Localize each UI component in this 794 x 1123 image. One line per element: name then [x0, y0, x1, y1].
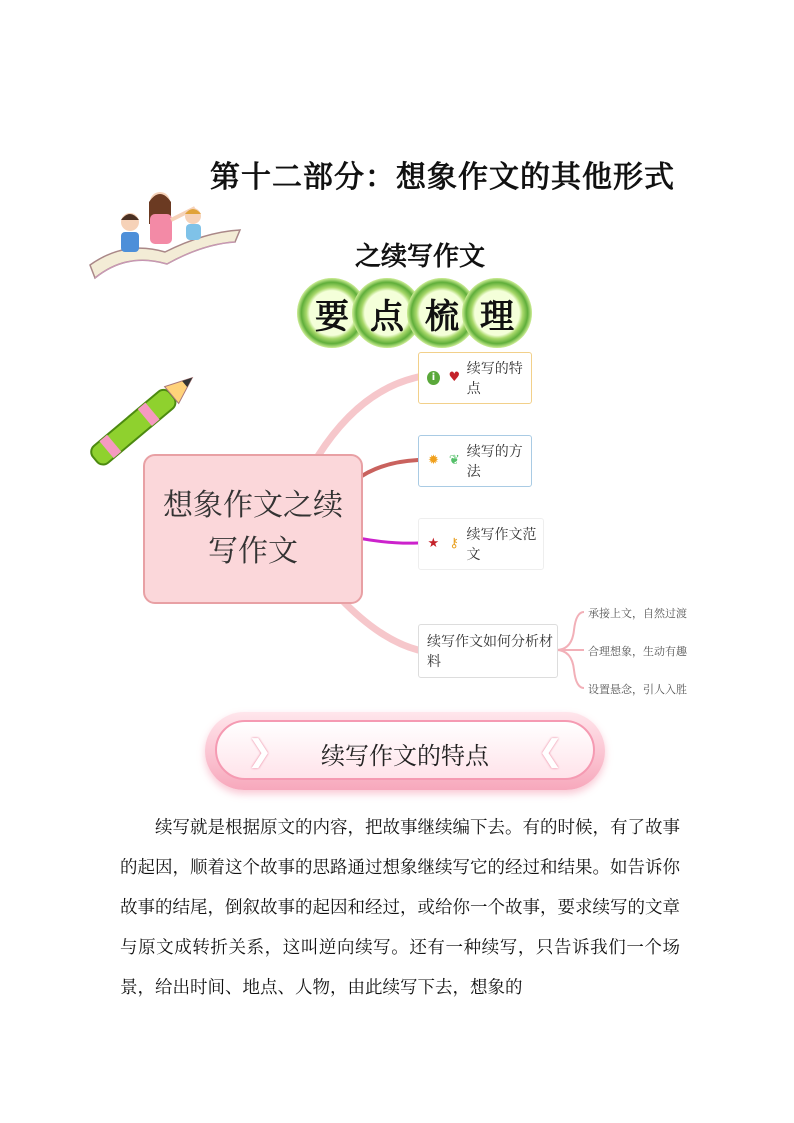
mindmap-leaf: 合理想象，生动有趣 — [588, 645, 687, 658]
key-points-badge-group — [297, 278, 533, 350]
chevron-left-icon: ❮ — [537, 734, 563, 769]
page-subtitle: 之续写作文 — [355, 242, 486, 272]
section-heading: 续写作文的特点 — [321, 742, 489, 770]
reading-children-illustration — [85, 180, 245, 285]
branch-label: 续写作文如何分析材料 — [427, 634, 553, 670]
key-icon: ⚷ — [449, 536, 459, 551]
badge-char: 要 — [315, 296, 349, 337]
info-icon: i — [427, 371, 440, 385]
mindmap-leaf: 设置悬念，引人入胜 — [588, 683, 687, 696]
subtitle-clip — [355, 232, 515, 272]
chevron-right-icon: ❯ — [247, 734, 273, 769]
branch-label: 续写的特点 — [466, 361, 523, 397]
mindmap-branch-features — [418, 352, 532, 404]
page-title: 第十二部分：想象作文的其他形式 — [210, 160, 675, 195]
star-icon: ★ — [427, 536, 440, 551]
mindmap-branch-methods — [418, 435, 532, 487]
heart-icon: ♥ — [448, 370, 461, 385]
gear-icon: ✹ — [427, 453, 439, 468]
body-paragraph: 续写就是根据原文的内容，把故事继续编下去。有的时候，有了故事的起因，顺着这个故事的思路通过想象继续写它的经过和结果。如告诉你故事的结尾，倒叙故事的起因和经过，或给你一个故事，要求续写的文章与原文成转折关系，这叫逆向续写。还有一种续写，只告诉我们一个场景，给出时间、地点、人物，由此续写下去，想象的 — [120, 818, 680, 998]
mindmap-leaf: 承接上文，自然过渡 — [588, 607, 687, 620]
badge-circle — [462, 278, 532, 348]
branch-label: 续写的方法 — [466, 444, 523, 480]
section-banner — [205, 712, 605, 790]
mindmap-center-label: 想象作文之续写作文 — [163, 488, 343, 569]
badge-char: 梳 — [425, 296, 459, 337]
mindmap-center-node — [143, 454, 363, 604]
badge-char: 理 — [480, 296, 514, 337]
badge-char: 点 — [370, 296, 404, 337]
leaf-icon: ❦ — [448, 453, 460, 468]
mindmap-branch-examples — [418, 518, 544, 570]
body-text — [120, 808, 680, 1008]
mindmap-branch-analysis — [418, 624, 558, 678]
branch-label: 续写作文范文 — [466, 527, 537, 563]
